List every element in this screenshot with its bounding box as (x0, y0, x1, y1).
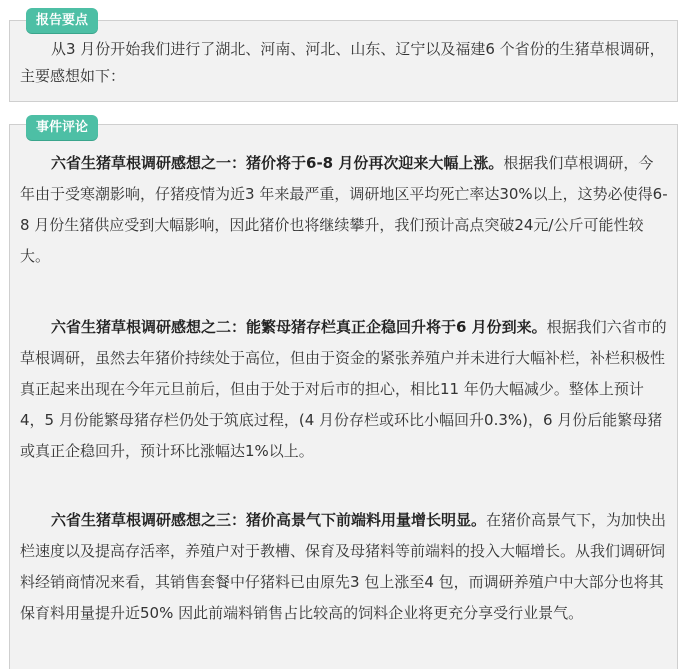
comment-paragraph-1 (20, 148, 668, 272)
paragraph-3-heading: 六省生猪草根调研感想之三：猪价高景气下前端料用量增长明显。 (51, 511, 487, 529)
paragraph-1-body: 根据我们草根调研，今年由于受寒潮影响，仔猪疫情为近3 年来最严重，调研地区平均死亡率达30%以上，这势必使得6-8 月份生猪供应受到大幅影响，因此猪价也将继续攀升，我们预计高点突破24元/公斤可能性较大。 (20, 154, 668, 265)
paragraph-2-heading: 六省生猪草根调研感想之二：能繁母猪存栏真正企稳回升将于6 月份到来。 (51, 318, 547, 336)
summary-tag: 报告要点 (26, 8, 98, 33)
comment-paragraph-3 (20, 505, 668, 629)
comment-paragraph-2 (20, 312, 668, 467)
paragraph-3-body: 在猪价高景气下，为加快出栏速度以及提高存活率，养殖户对于教槽、保育及母猪料等前端料的投入大幅增长。从我们调研饲料经销商情况来看，其销售套餐中仔猪料已由原先3 包上涨至4 包，而调研养殖户中大部分也将其保育料用量提升近50% 因此前端料销售占比较高的饲料企业将更充分享受行业景气。 (20, 511, 667, 622)
paragraph-2-body: 根据我们六省市的草根调研，虽然去年猪价持续处于高位，但由于资金的紧张养殖户并未进行大幅补栏，补栏积极性真正起来出现在今年元旦前后，但由于处于对后市的担心，相比11 年仍大幅减少。整体上预计4，5 月份能繁母猪存栏仍处于筑底过程，(4 月份存栏或环比小幅回升0.3%)，6 月份后能繁母猪或真正企稳回升，预计环比涨幅达1%以上。 (20, 318, 667, 460)
paragraph-1-heading: 六省生猪草根调研感想之一：猪价将于6-8 月份再次迎来大幅上涨。 (51, 154, 504, 172)
comment-tag: 事件评论 (26, 115, 98, 140)
summary-text: 从3 月份开始我们进行了湖北、河南、河北、山东、辽宁以及福建6 个省份的生猪草根调研，主要感想如下： (20, 40, 665, 85)
